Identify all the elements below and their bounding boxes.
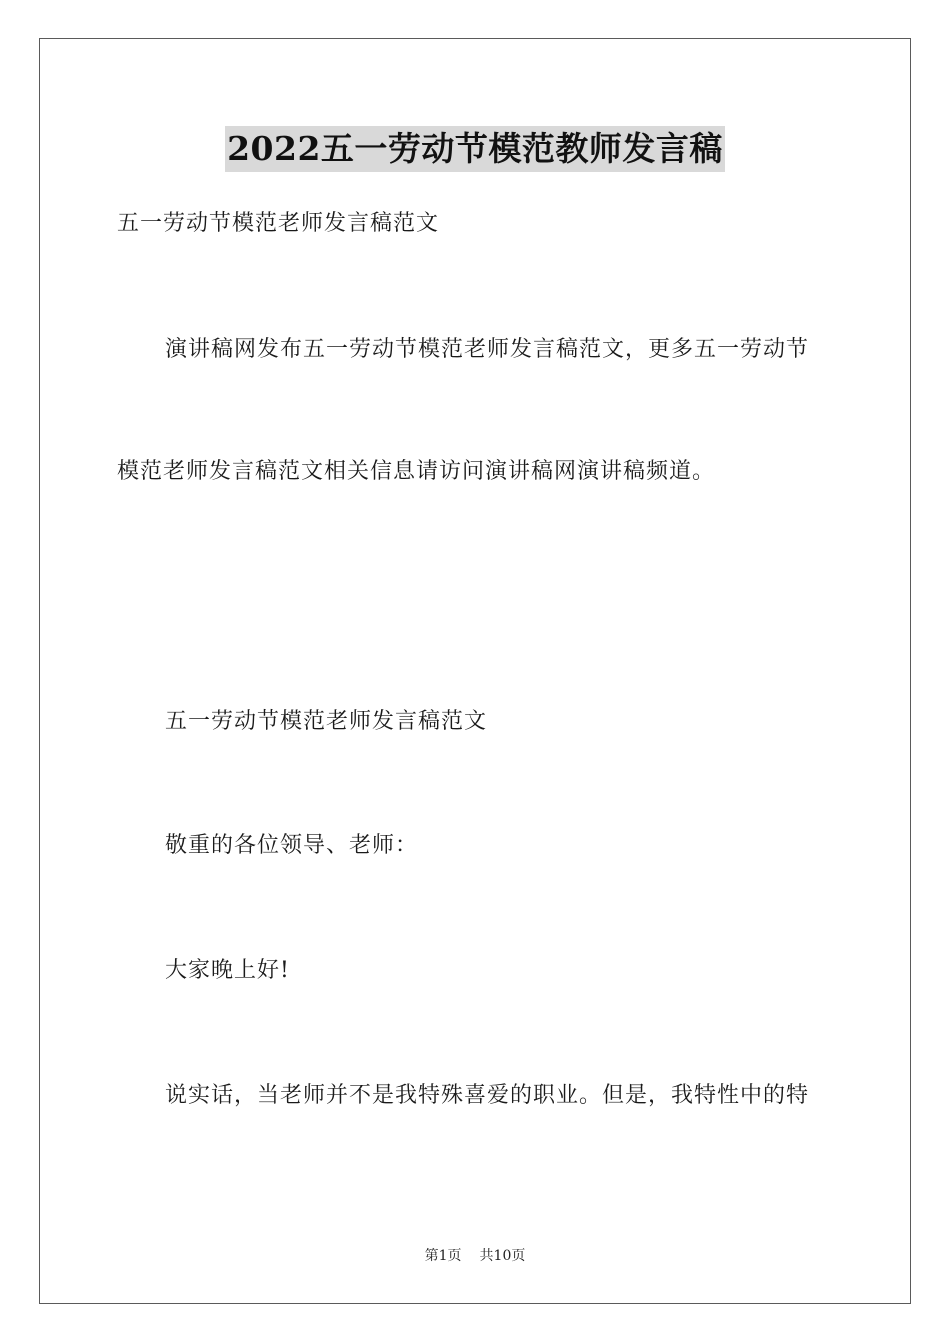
salutation-line: 敬重的各位领导、老师： [165,833,419,858]
greeting-line: 大家晚上好! [165,958,290,983]
paragraph-line-1: 演讲稿网发布五一劳动节模范老师发言稿范文，更多五一劳动节 [165,337,810,362]
page-total: 共10页 [479,1248,526,1264]
page-number: 第1页 [424,1248,462,1264]
title-container [0,126,950,172]
document-title: 2022五一劳动节模范教师发言稿 [225,126,725,172]
page-footer [0,1246,950,1266]
body-paragraph-line: 说实话，当老师并不是我特殊喜爱的职业。但是，我特性中的特 [165,1083,810,1108]
subtitle-line: 五一劳动节模范老师发言稿范文 [117,211,440,236]
section-heading: 五一劳动节模范老师发言稿范文 [165,709,488,734]
paragraph-line-2: 模范老师发言稿范文相关信息请访问演讲稿网演讲稿频道。 [117,459,716,484]
